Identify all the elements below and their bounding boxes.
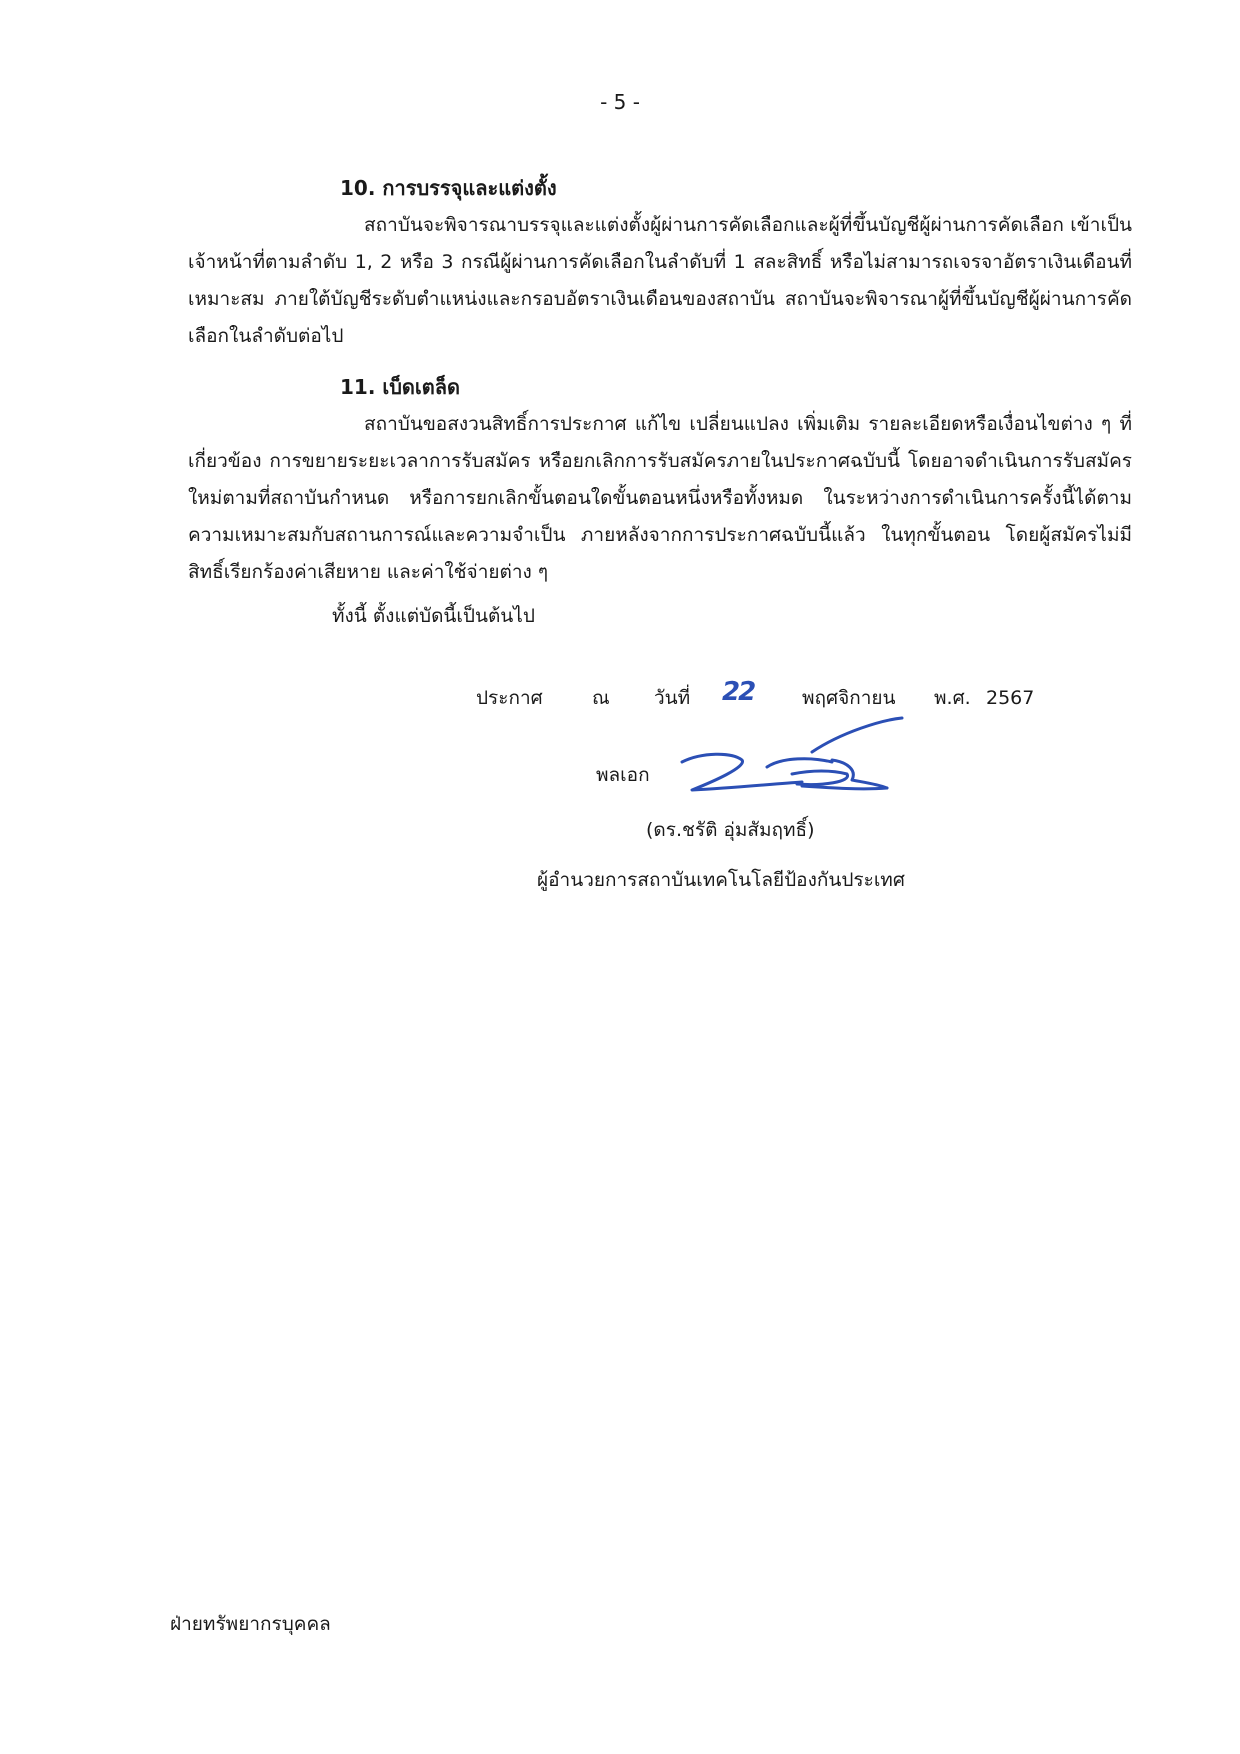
section-body-11 <box>188 406 1132 591</box>
section-heading-10: 10. การบรรจุและแต่งตั้ง <box>340 176 557 200</box>
closing-statement: ทั้งนี้ ตั้งแต่บัดนี้เป็นต้นไป <box>332 605 535 627</box>
signatory-name: (ดร.ชรัติ อุ่มสัมฤทธิ์) <box>646 819 815 841</box>
announcement-label: ประกาศ <box>476 687 543 709</box>
section-paragraph-10: สถาบันจะพิจารณาบรรจุและแต่งตั้งผู้ผ่านการคัดเลือกและผู้ที่ขึ้นบัญชีผู้ผ่านการคัดเลือก เข้าเป็นเจ้าหน้าที่ตามลำดับ 1, 2 หรือ 3 กรณีผู้ผ่านการคัดเลือกในลำดับที่ 1 สละสิทธิ์ หรือไม่สามารถเจรจาอัตราเงินเดือนที่เหมาะสม ภายใต้บัญชีระดับตำแหน่งและกรอบอัตราเงินเดือนของสถาบัน สถาบันจะพิจารณาผู้ที่ขึ้นบัญชีผู้ผ่านการคัดเลือกในลำดับต่อไป <box>188 214 1132 347</box>
section-paragraph-11: สถาบันขอสงวนสิทธิ์การประกาศ แก้ไข เปลี่ยนแปลง เพิ่มเติม รายละเอียดหรือเงื่อนไขต่าง ๆ ที่เกี่ยวข้อง การขยายระยะเวลาการรับสมัคร หรือยกเลิกการรับสมัครภายในประกาศฉบับนี้ โดยอาจดำเนินการรับสมัครใหม่ตามที่สถาบันกำหนด หรือการยกเลิกขั้นตอนใดขั้นตอนหนึ่งหรือทั้งหมด ในระหว่างการดำเนินการครั้งนี้ได้ตามความเหมาะสมกับสถานการณ์และความจำเป็น ภายหลังจากการประกาศฉบับนี้แล้ว ในทุกขั้นตอน โดยผู้สมัครไม่มีสิทธิ์เรียกร้องค่าเสียหาย และค่าใช้จ่ายต่าง ๆ <box>188 413 1132 583</box>
section-heading-11: 11. เบ็ดเตล็ด <box>340 375 460 399</box>
announcement-day-handwritten: 22 <box>722 677 755 707</box>
signatory-title: ผู้อำนวยการสถาบันเทคโนโลยีป้องกันประเทศ <box>537 869 905 891</box>
signature-image <box>672 712 912 802</box>
announcement-day-label: วันที่ <box>654 687 691 709</box>
announcement-at: ณ <box>592 687 610 709</box>
footer-department: ฝ่ายทรัพยากรบุคคล <box>170 1613 331 1635</box>
announcement-year: 2567 <box>986 687 1035 709</box>
signatory-rank: พลเอก <box>596 764 650 786</box>
section-body-10 <box>188 207 1132 355</box>
announcement-month: พฤศจิกายน <box>802 687 896 709</box>
announcement-era: พ.ศ. <box>934 687 971 709</box>
page-number: - 5 - <box>600 90 640 114</box>
